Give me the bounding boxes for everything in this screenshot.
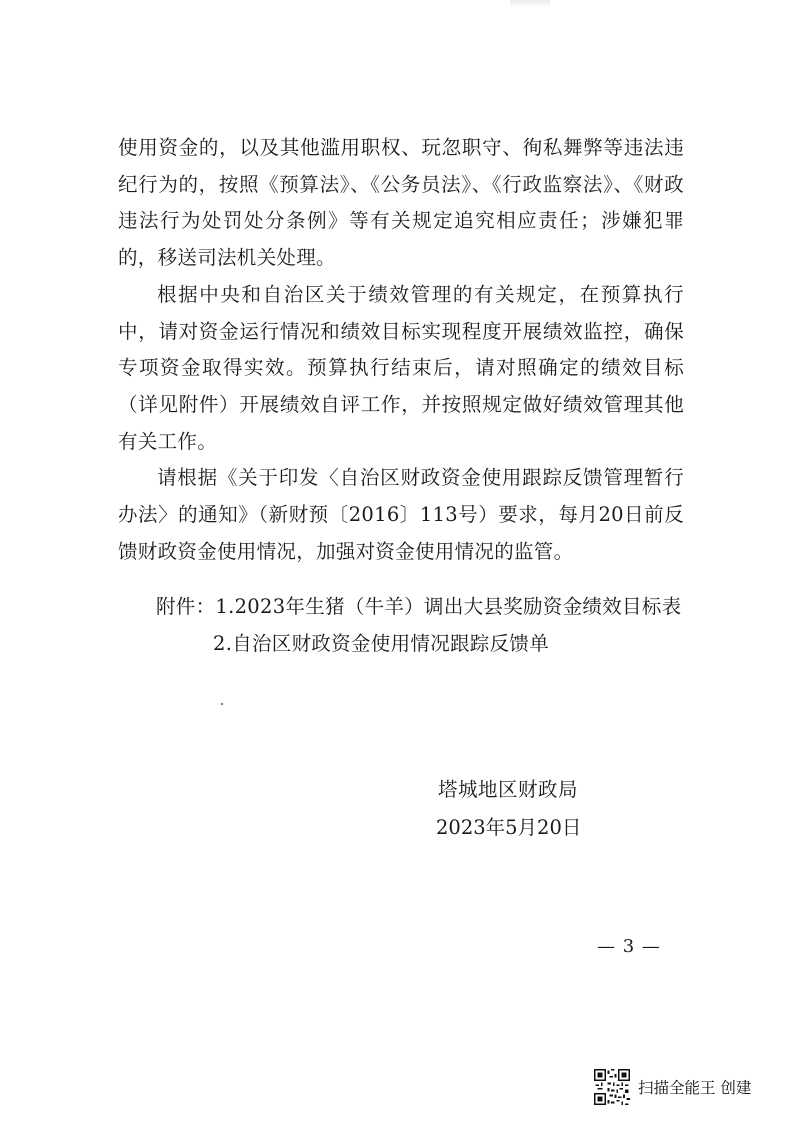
scanner-watermark	[594, 1065, 751, 1109]
document-body	[118, 130, 684, 570]
scan-smudge	[510, 0, 550, 8]
issue-date: 2023年5月20日	[436, 816, 582, 839]
issuing-organization: 塔城地区财政局	[438, 778, 579, 801]
attachment-item-1: 附件：1.2023年生猪（牛羊）调出大县奖励资金绩效目标表	[156, 595, 682, 618]
paragraph-penalties: 使用资金的，以及其他滥用职权、玩忽职守、徇私舞弊等违法违纪行为的，按照《预算法》、《公务员法》、《行政监察法》、《财政违法行为处罚处分条例》等有关规定追究相应责任；涉嫌犯罪的，移送司法机关处理。	[118, 136, 684, 270]
signature-block	[436, 772, 656, 846]
scan-speck	[221, 703, 223, 705]
attachment-item-2: 2.自治区财政资金使用情况跟踪反馈单	[213, 632, 550, 655]
qr-code-icon	[594, 1069, 630, 1105]
scanner-watermark-text: 扫描全能王 创建	[638, 1079, 752, 1097]
attachments-list	[156, 588, 716, 662]
paragraph-performance-management: 根据中央和自治区关于绩效管理的有关规定，在预算执行中，请对资金运行情况和绩效目标实现程度开展绩效监控，确保专项资金取得实效。预算执行结束后，请对照确定的绩效目标（详见附件）开展绩效自评工作，并按照规定做好绩效管理其他有关工作。	[118, 282, 684, 453]
page-number: — 3 —	[597, 936, 661, 957]
paragraph-feedback-requirement: 请根据《关于印发〈自治区财政资金使用跟踪反馈管理暂行办法〉的通知》（新财预〔2016〕113号）要求，每月20日前反馈财政资金使用情况，加强对资金使用情况的监管。	[118, 466, 684, 563]
